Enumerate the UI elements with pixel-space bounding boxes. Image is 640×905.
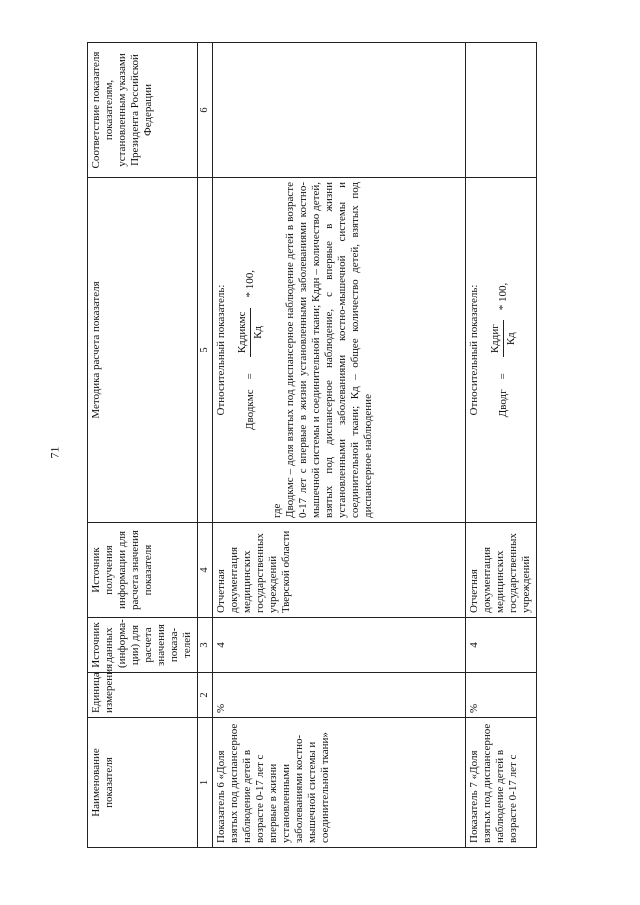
column-number-row xyxy=(198,43,213,848)
formula-denominator: Кд xyxy=(252,325,265,339)
indicator-unit: % xyxy=(466,673,537,718)
method-intro: Относительный показатель: xyxy=(468,284,481,416)
header-unit: Единица измерения xyxy=(88,673,198,718)
header-method: Методика расчета показателя xyxy=(88,178,198,523)
header-compliance: Соответствие показателя показателям, установленным указами Президента Российской Федерации xyxy=(88,43,198,178)
indicator-compliance xyxy=(466,43,537,178)
header-indicator-name: Наименование показателя xyxy=(88,718,198,848)
header-info-source: Источник получения информации для расчета значения показателя xyxy=(88,523,198,618)
column-number: 6 xyxy=(198,43,213,178)
indicator-method xyxy=(466,178,537,523)
formula-fraction xyxy=(489,320,518,357)
indicator-method xyxy=(213,178,466,523)
formula-multiplier: * 100, xyxy=(244,270,257,298)
indicator-source-data: 4 xyxy=(466,618,537,673)
column-number: 4 xyxy=(198,523,213,618)
page-number: 71 xyxy=(47,446,62,459)
formula-lhs: Дводкмс xyxy=(244,389,257,430)
method-intro: Относительный показатель: xyxy=(215,284,228,416)
column-number: 3 xyxy=(198,618,213,673)
column-number: 1 xyxy=(198,718,213,848)
column-number: 2 xyxy=(198,673,213,718)
indicator-name: Показатель 6 «Доля взятых под диспансерное наблюдение детей в возрасте 0-17 лет с впервые в жизни установленными заболеваниями костно-мышечной системы и соединительной ткани» xyxy=(213,718,466,848)
table-header-row xyxy=(88,43,198,848)
indicator-table-sheet xyxy=(87,43,537,848)
method-formula xyxy=(489,182,518,518)
formula-numerator: Кддикмс xyxy=(236,308,251,358)
indicator-source-info: Отчетная документация медицинских государственных учреждений Тверской области xyxy=(213,523,466,618)
indicator-name: Показатель 7 «Доля взятых под диспансерное наблюдение детей в возрасте 0-17 лет с xyxy=(466,718,537,848)
formula-multiplier: * 100, xyxy=(497,282,510,311)
indicator-compliance xyxy=(213,43,466,178)
table-row-indicator-6 xyxy=(213,43,466,848)
indicator-unit: % xyxy=(213,673,466,718)
indicator-source-data: 4 xyxy=(213,618,466,673)
header-data-source: Источник данных (информа-ции) для расчета значения показа-телей xyxy=(88,618,198,673)
method-formula xyxy=(236,182,265,518)
formula-fraction xyxy=(236,308,265,358)
method-where: где xyxy=(271,503,284,518)
formula-denominator: Кд xyxy=(505,332,518,346)
formula-lhs: Дводг xyxy=(497,389,510,418)
indicator-table xyxy=(87,42,537,848)
table-row-indicator-7 xyxy=(466,43,537,848)
indicator-source-info: Отчетная документация медицинских государственных учреждений xyxy=(466,523,537,618)
formula-numerator: Кддиг xyxy=(489,320,504,357)
formula-equals: = xyxy=(244,373,257,380)
column-number: 5 xyxy=(198,178,213,523)
formula-equals: = xyxy=(497,373,510,380)
method-description: Дводкмс – доля взятых под диспансерное наблюдение детей в возрасте 0-17 лет с впервые в жизни установленными заболеваниями костно-мышечной системы и соединительной ткани; Кддн – количество детей, взятых под диспансерное наблюдение, с впервые в жизни установленными заболеваниями костно-мышечной системы и соединительной ткани; Кд – общее количество детей, взятых под диспансерное наблюдение xyxy=(284,182,375,518)
